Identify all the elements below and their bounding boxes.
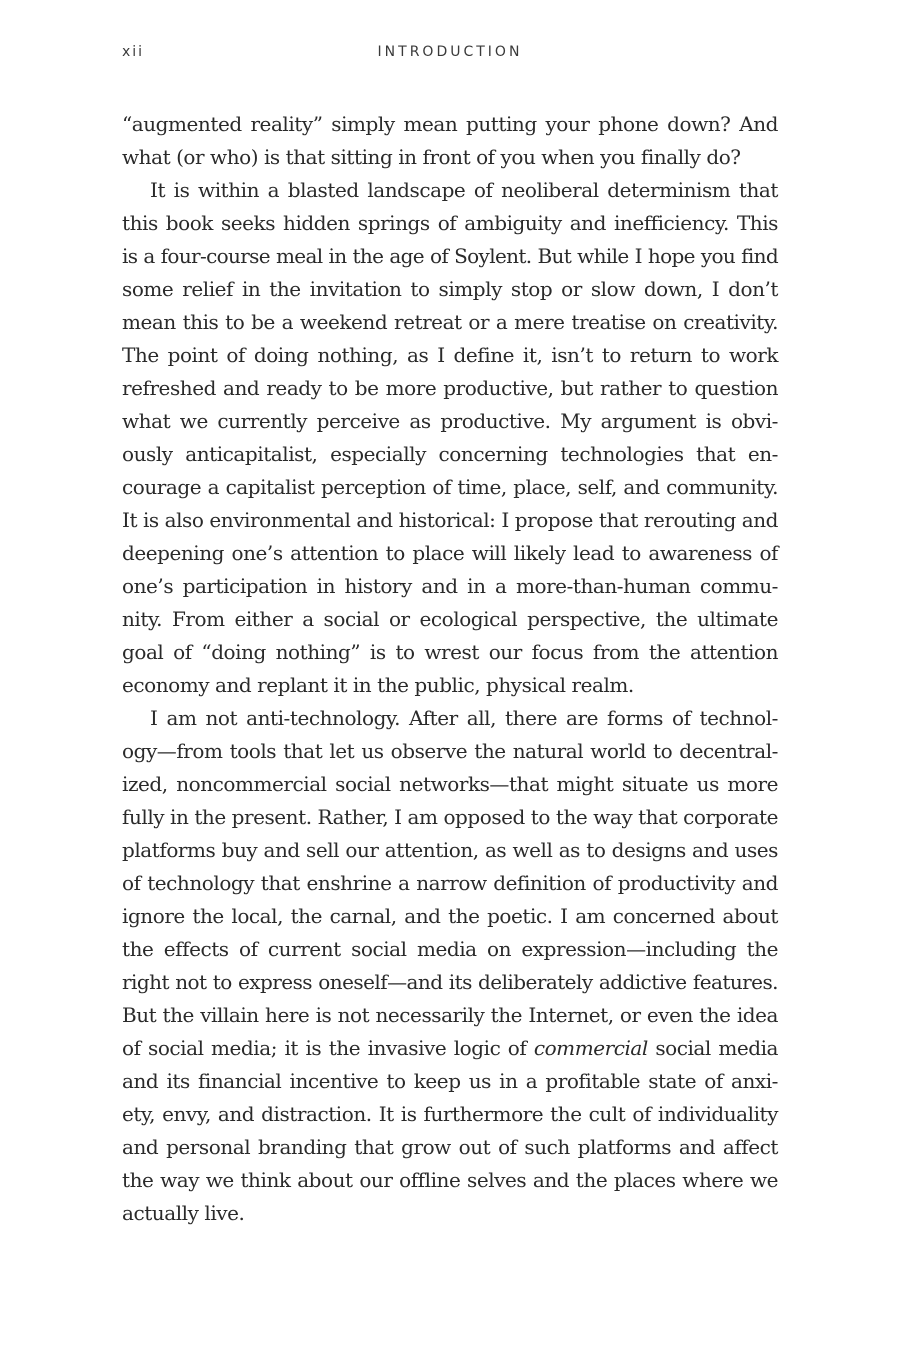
text-line: It is also environmental and historical: I propose that rerouting and [122, 508, 778, 532]
text-line: deepening one’s attention to place will likely lead to awareness of [122, 541, 778, 565]
text-line: what we currently perceive as productive. My argument is obvi- [122, 409, 778, 433]
text-line: right not to express oneself—and its deliberately addictive features. [122, 970, 778, 994]
text-line: ously anticapitalist, especially concerning technologies that en- [122, 442, 778, 466]
text-line: fully in the present. Rather, I am opposed to the way that corporate [122, 805, 779, 829]
text-line: ized, noncommercial social networks—that might situate us more [122, 772, 778, 796]
body-text [122, 108, 778, 1230]
text-line-with-italic [122, 1032, 778, 1065]
text-line: one’s participation in history and in a more-than-human commu- [122, 574, 778, 598]
text-line: of technology that enshrine a narrow definition of productivity and [122, 871, 778, 895]
text-line: economy and replant it in the public, physical realm. [122, 673, 634, 697]
text-line: ignore the local, the carnal, and the poetic. I am concerned about [122, 904, 778, 928]
text-line: nity. From either a social or ecological perspective, the ultimate [122, 607, 778, 631]
text-line: actually live. [122, 1201, 245, 1225]
text-line: “augmented reality” simply mean putting your phone down? And [122, 112, 778, 136]
text-run: of social media; it is the invasive logic of [122, 1036, 527, 1060]
page-number: xii [122, 44, 145, 60]
text-line: refreshed and ready to be more productive, but rather to question [122, 376, 778, 400]
running-head [0, 44, 900, 64]
text-line: the way we think about our offline selves and the places where we [122, 1168, 778, 1192]
text-line: But the villain here is not necessarily the Internet, or even the idea [122, 1003, 778, 1027]
text-line: courage a capitalist perception of time, place, self, and community. [122, 475, 778, 499]
text-line: It is within a blasted landscape of neoliberal determinism that [150, 178, 778, 202]
text-line: ety, envy, and distraction. It is furthermore the cult of individuality [122, 1102, 778, 1126]
text-run: social media [655, 1036, 778, 1060]
text-line: platforms buy and sell our attention, as well as to designs and uses [122, 838, 778, 862]
text-line: what (or who) is that sitting in front of you when you finally do? [122, 145, 741, 169]
text-line: The point of doing nothing, as I define it, isn’t to return to work [122, 343, 778, 367]
text-line: ogy—from tools that let us observe the natural world to decentral- [122, 739, 778, 763]
text-line: and its financial incentive to keep us in a profitable state of anxi- [122, 1069, 778, 1093]
text-line: goal of “doing nothing” is to wrest our focus from the attention [122, 640, 778, 664]
text-line: some relief in the invitation to simply stop or slow down, I don’t [122, 277, 778, 301]
text-line: and personal branding that grow out of such platforms and affect [122, 1135, 778, 1159]
text-line: this book seeks hidden springs of ambiguity and inefficiency. This [122, 211, 778, 235]
section-title: INTRODUCTION [377, 44, 523, 60]
text-line: is a four-course meal in the age of Soylent. But while I hope you find [122, 244, 778, 268]
text-line: mean this to be a weekend retreat or a mere treatise on creativity. [122, 310, 778, 334]
italic-emphasis: commercial [533, 1036, 648, 1060]
text-line: I am not anti-technology. After all, there are forms of technol- [150, 706, 778, 730]
text-line: the effects of current social media on expression—including the [122, 937, 778, 961]
